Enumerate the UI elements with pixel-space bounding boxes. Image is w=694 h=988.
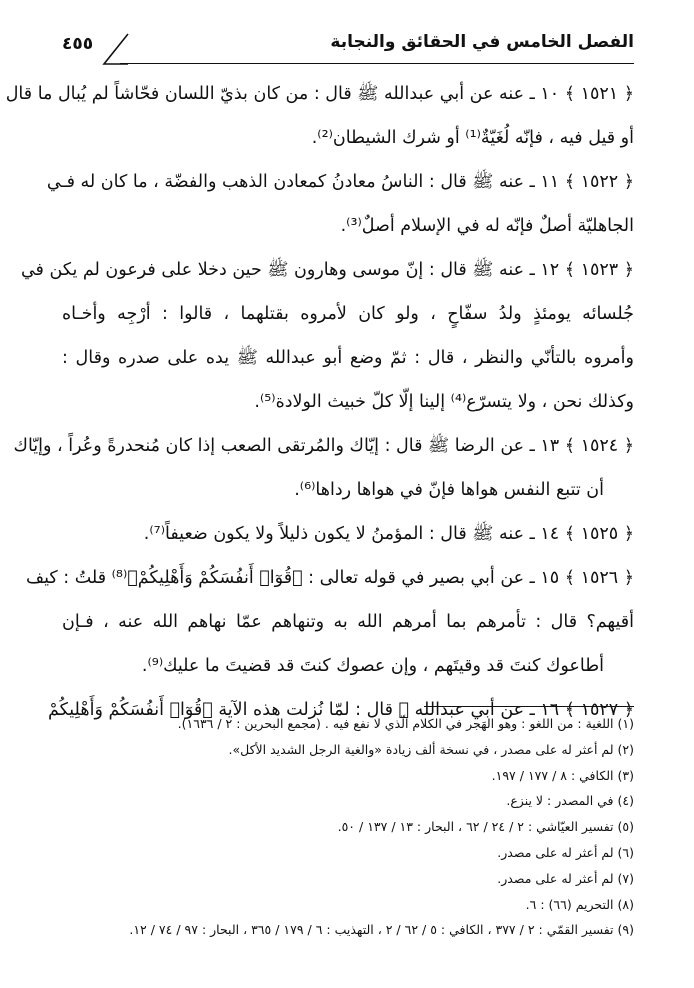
text-line: ﴿ ١٥٢٧ ﴾ ١٦ ـ عن أبي عبدالله ﷺ قال : لمّا نُزلت هذه الآية ﴿قُوٓا۟ أَنفُسَكُمْ وَأَهْلِيكُمْ xyxy=(47,700,634,720)
text-line: ﴿ ١٥٢٢ ﴾ ١١ ـ عنه ﷺ قال : الناسُ معادنُ كمعادن الذهب والفضّة ، ما كان له فـي xyxy=(46,172,634,192)
text-line: أطاعوك كنتَ قد وقيتَهم ، وإن عصوك كنتَ قد قضيتَ ما عليك⁽⁹⁾. xyxy=(141,656,604,676)
text-line: ﴿ ١٥٢٣ ﴾ ١٢ ـ عنه ﷺ قال : إنّ موسى وهارون ﷺ حين دخلا على فرعون لم يكن في xyxy=(20,260,634,280)
text-line: وأمروه بالتأنّي والنظر ، قال : ثمّ وضع أبو عبدالله ﷺ يده على صدره وقال : xyxy=(62,348,634,368)
footnote: (٥) تفسير العيّاشي : ٢ / ٢٤ / ٦٢ ، البحار : ١٣ / ١٣٧ / ٥٠. xyxy=(337,819,634,835)
footnote: (٢) لم أعثر له على مصدر ، في نسخة ألف زيادة «والغية الرجل الشديد الأكل». xyxy=(228,741,634,757)
text-line: ﴿ ١٥٢٦ ﴾ ١٥ ـ عن أبي بصير في قوله تعالى : ﴿قُوٓا۟ أَنفُسَكُمْ وَأَهْلِيكُمْ﴾⁽⁸⁾ قلتُ : كيف xyxy=(25,568,634,588)
text-line: الجاهليّة أصلٌ فإنّه له في الإسلام أصلٌ⁽³⁾. xyxy=(340,216,634,236)
main-text xyxy=(5,72,634,732)
footnote: (١) اللغية : من اللغو : وهو الهَجر في الكلام الّذي لا نفع فيه . (مجمع البحرين : ٢ / ١٦٣٦). xyxy=(177,716,634,731)
footnote-rule xyxy=(424,706,634,707)
text-line: جُلسائه يومئذٍ ولدُ سفّاحٍ ، ولو كان لأمروه بقتلهما ، قالوا : أرْجِه وأخـاه xyxy=(62,304,634,324)
footnote: (٧) لم أعثر له على مصدر. xyxy=(497,870,634,886)
header-rule xyxy=(120,63,634,64)
footnotes xyxy=(62,706,634,943)
text-line: أو قيل فيه ، فإنّه لُغَيّةٌ⁽¹⁾ أو شرك الشيطان⁽²⁾. xyxy=(311,128,634,148)
header-corner-ornament xyxy=(102,32,128,65)
running-header xyxy=(62,30,634,64)
text-line: وكذلك نحن ، ولا يتسرّع⁽⁴⁾ إلينا إلّا كلّ خبيث الولادة⁽⁵⁾. xyxy=(254,392,634,412)
chapter-title: الفصل الخامس في الحقائق والنجابة xyxy=(330,32,634,52)
text-line: أقيهم؟ قال : تأمرهم بما أمرهم الله به وتنهاهم عمّا نهاهم الله عنه ، فـإن xyxy=(62,612,634,632)
text-line: أن تتبع النفس هواها فإنّ في هواها رداها⁽⁶⁾. xyxy=(294,480,604,500)
footnote: (٨) التحريم (٦٦) : ٦. xyxy=(525,896,634,912)
text-line: ﴿ ١٥٢٤ ﴾ ١٣ ـ عن الرضا ﷺ قال : إيّاك والمُرتقى الصعب إذا كان مُنحدرةً وعُراً ، وإيّاك xyxy=(13,436,634,456)
text-line: ﴿ ١٥٢٥ ﴾ ١٤ ـ عنه ﷺ قال : المؤمنُ لا يكون ذليلاً ولا يكون ضعيفاً⁽⁷⁾. xyxy=(143,524,634,544)
footnote: (٩) تفسير القمّي : ٢ / ٣٧٧ ، الكافي : ٥ / ٦٢ / ٢ ، التهذيب : ٦ / ١٧٩ / ٣٦٥ ، البحار : ٩٧ / ٧٤ / ١٢. xyxy=(129,922,634,938)
footnote: (٤) في المصدر : لا ينزع. xyxy=(506,793,634,809)
page-number: ٤٥٥ xyxy=(62,34,94,54)
footnote: (٣) الكافي : ٨ / ١٧٧ / ١٩٧. xyxy=(491,767,634,783)
footnote: (٦) لم أعثر له على مصدر. xyxy=(497,844,634,860)
text-line: ﴿ ١٥٢١ ﴾ ١٠ ـ عنه عن أبي عبدالله ﷺ قال : من كان بذيّ اللسان فحّاشاً لم يُبال ما قال xyxy=(5,84,634,104)
